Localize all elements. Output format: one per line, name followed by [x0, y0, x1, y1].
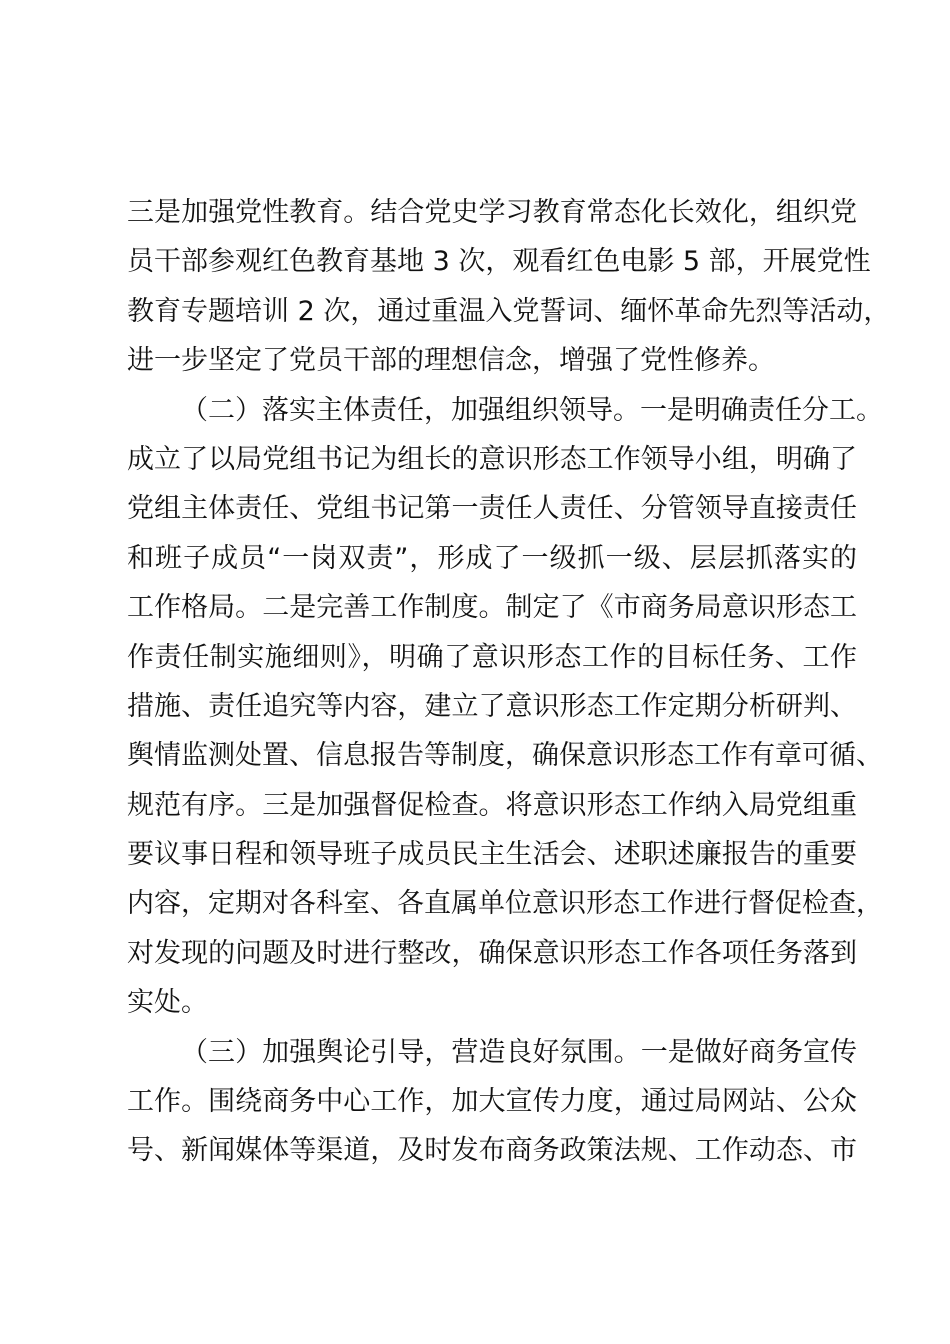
text-line: 员干部参观红色教育基地 3 次，观看红色电影 5 部，开展党性 — [127, 246, 871, 278]
text-line: 党组主体责任、党组书记第一责任人责任、分管领导直接责任 — [127, 493, 857, 525]
text-line: 和班子成员“一岗双责”，形成了一级抓一级、层层抓落实的 — [127, 542, 857, 574]
document-body — [127, 188, 891, 1176]
text-line: 作责任制实施细则》，明确了意识形态工作的目标任务、工作 — [127, 641, 857, 673]
text-line: 进一步坚定了党员干部的理想信念，增强了党性修养。 — [127, 345, 775, 377]
text-line: 教育专题培训 2 次，通过重温入党誓词、缅怀革命先烈等活动， — [127, 295, 891, 327]
text-line: 三是加强党性教育。结合党史学习教育常态化长效化，组织党 — [127, 197, 857, 228]
text-line: 成立了以局党组书记为组长的意识形态工作领导小组，明确了 — [127, 443, 857, 475]
text-line: 工作格局。二是完善工作制度。制定了《市商务局意识形态工 — [127, 592, 857, 624]
text-line: 规范有序。三是加强督促检查。将意识形态工作纳入局党组重 — [127, 789, 857, 821]
text-line: （三）加强舆论引导，营造良好氛围。一是做好商务宣传 — [181, 1036, 857, 1068]
text-line: 措施、责任追究等内容，建立了意识形态工作定期分析研判、 — [127, 690, 857, 722]
text-line: 要议事日程和领导班子成员民主生活会、述职述廉报告的重要 — [127, 839, 857, 871]
text-line: （二）落实主体责任，加强组织领导。一是明确责任分工。 — [181, 394, 883, 426]
text-line: 号、新闻媒体等渠道，及时发布商务政策法规、工作动态、市 — [127, 1135, 857, 1167]
text-line: 对发现的问题及时进行整改，确保意识形态工作各项任务落到 — [127, 937, 857, 969]
text-line: 内容，定期对各科室、各直属单位意识形态工作进行督促检查， — [127, 888, 883, 920]
text-line: 实处。 — [127, 987, 208, 1019]
text-line: 工作。围绕商务中心工作，加大宣传力度，通过局网站、公众 — [127, 1086, 857, 1118]
text-line: 舆情监测处置、信息报告等制度，确保意识形态工作有章可循、 — [127, 740, 883, 772]
